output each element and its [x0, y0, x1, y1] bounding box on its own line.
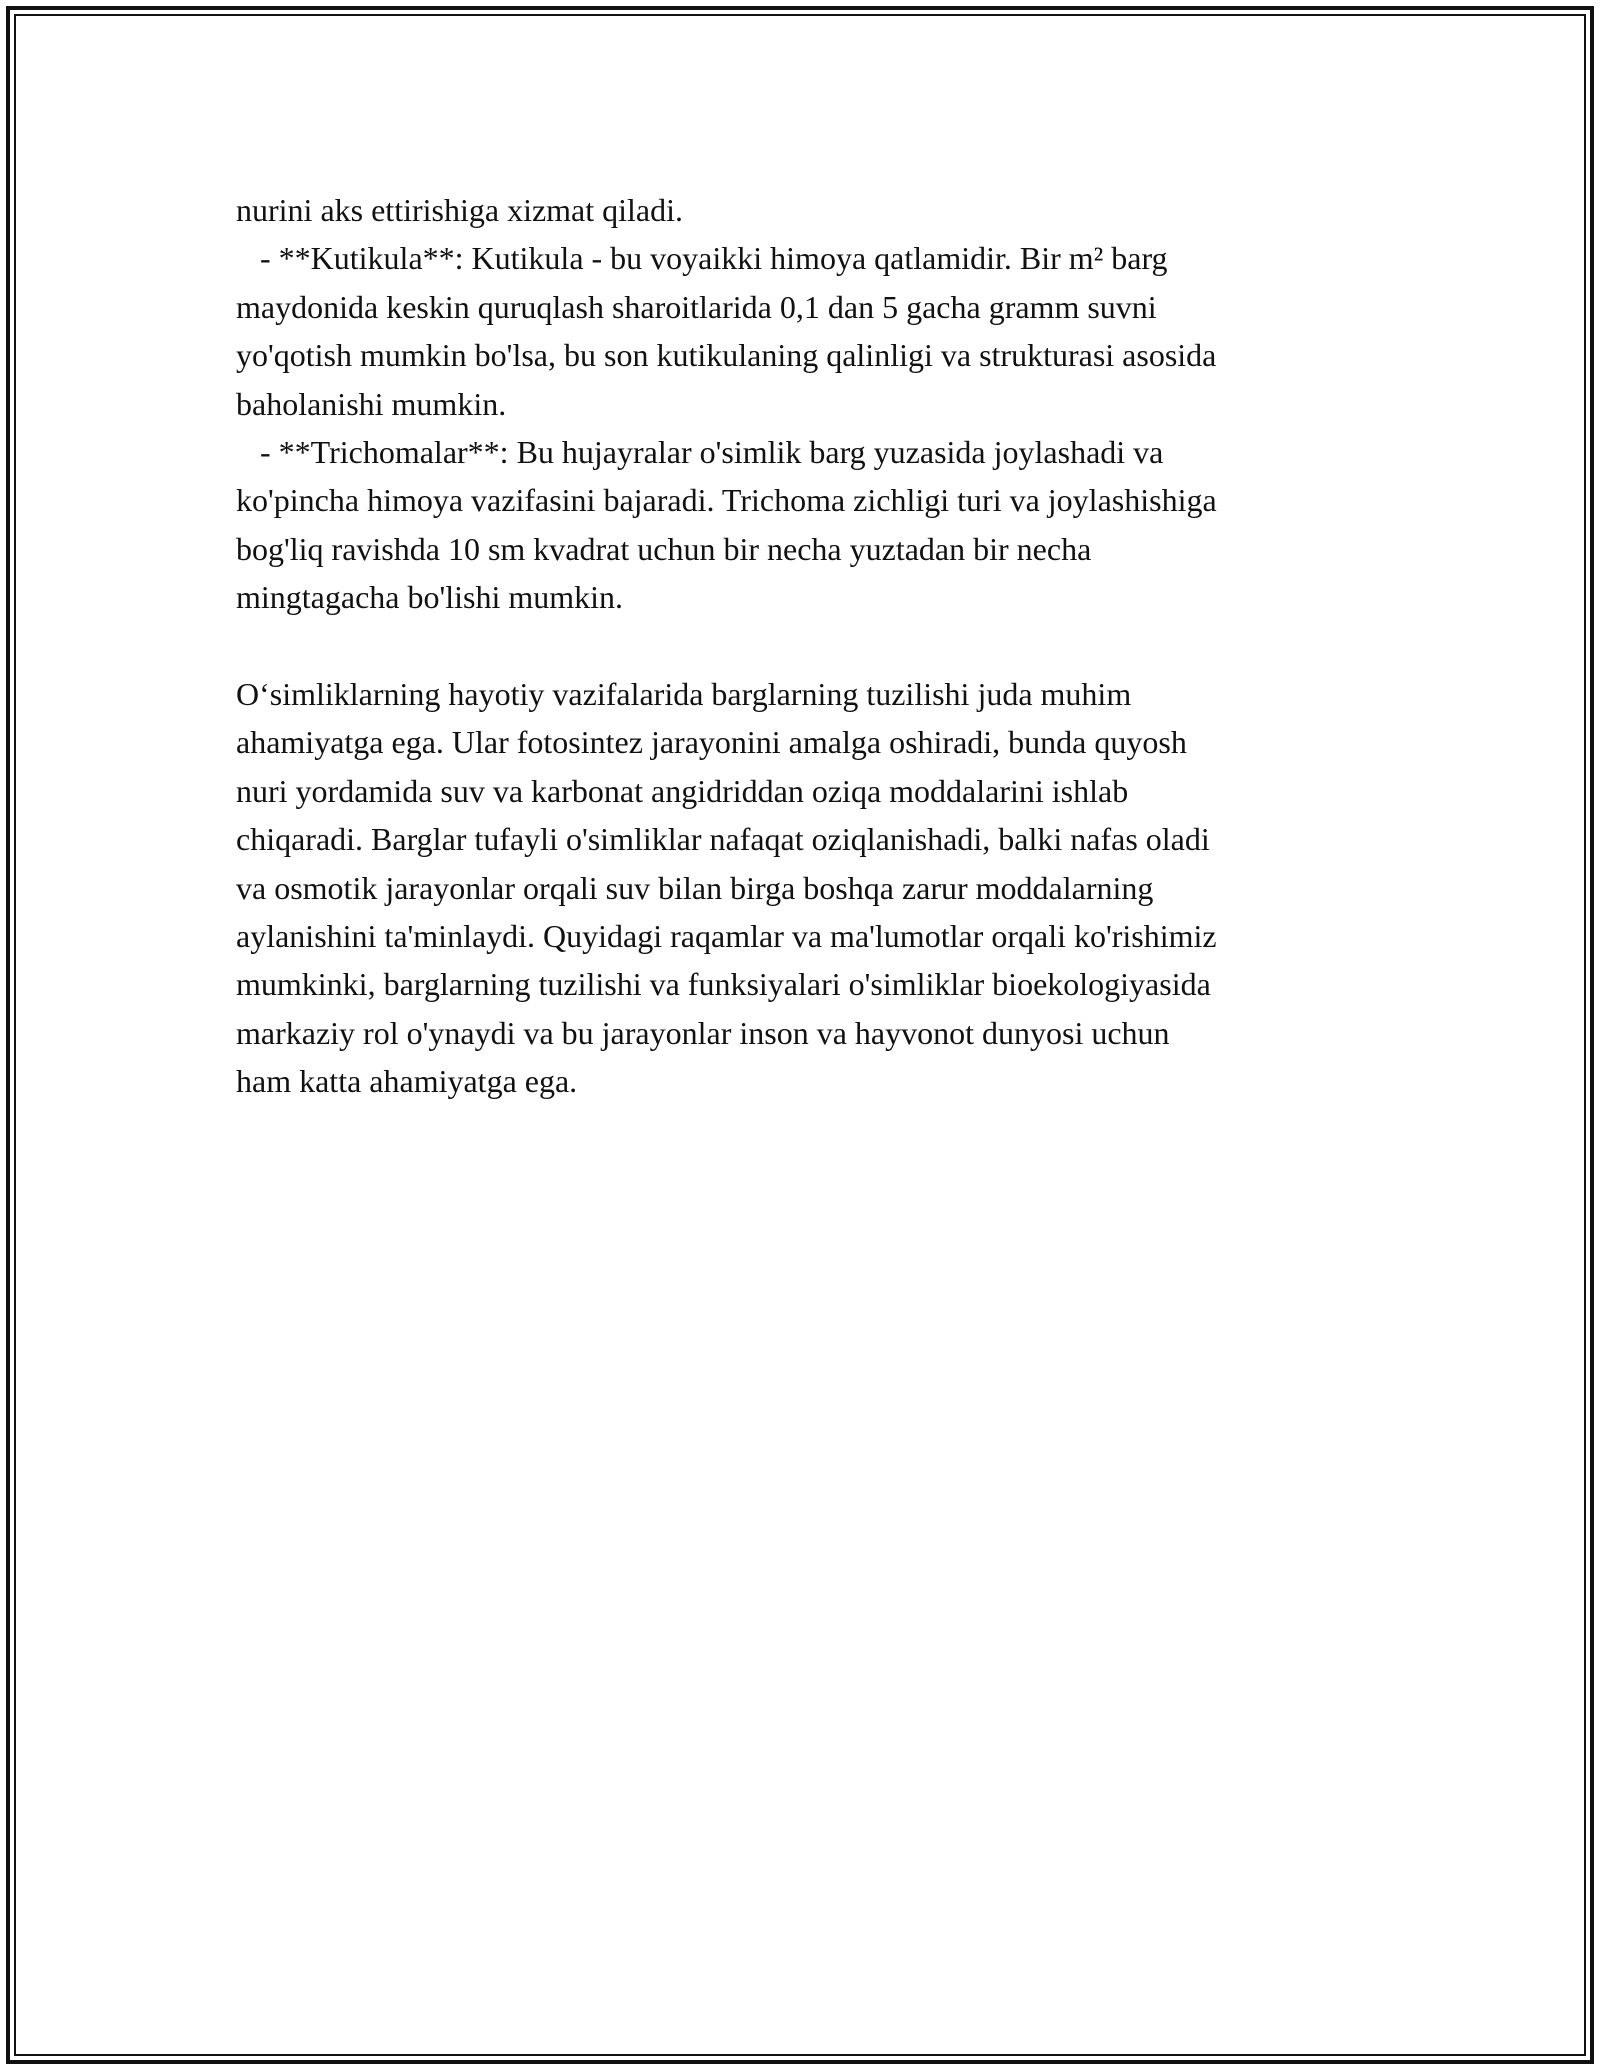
- text-line: nurini aks ettirishiga xizmat qiladi.: [236, 192, 684, 228]
- text-block-leaf-features: [236, 186, 1376, 622]
- text-line: yo'qotish mumkin bo'lsa, bu son kutikulaning qalinligi va strukturasi asosida: [236, 337, 1217, 374]
- text-block-leaf-importance: [236, 670, 1376, 1106]
- text-line: bog'liq ravishda 10 sm kvadrat uchun bir necha yuztadan bir necha: [236, 530, 1092, 567]
- document-body: [236, 186, 1376, 1106]
- text-line: va osmotik jarayonlar orqali suv bilan birga boshqa zarur moddalarning: [236, 869, 1154, 906]
- text-line: ko'pincha himoya vazifasini bajaradi. Trichoma zichligi turi va joylashishiga: [236, 482, 1217, 519]
- text-line: mumkinki, barglarning tuzilishi va funksiyalari o'simliklar bioekologiyasida: [236, 966, 1211, 1003]
- text-line: mingtagacha bo'lishi mumkin.: [236, 579, 624, 616]
- text-line: ahamiyatga ega. Ular fotosintez jarayonini amalga oshiradi, bunda quyosh: [236, 724, 1187, 761]
- text-line: O‘simliklarning hayotiy vazifalarida barglarning tuzilishi juda muhim: [236, 676, 1132, 713]
- text-line: ham katta ahamiyatga ega.: [236, 1063, 578, 1100]
- text-line: aylanishini ta'minlaydi. Quyidagi raqamlar va ma'lumotlar orqali ko'rishimiz: [236, 918, 1217, 955]
- text-line: maydonida keskin quruqlash sharoitlarida 0,1 dan 5 gacha gramm suvni: [236, 288, 1157, 325]
- text-line: - **Trichomalar**: Bu hujayralar o'simlik barg yuzasida joylashadi va: [236, 434, 1164, 471]
- text-line: nuri yordamida suv va karbonat angidriddan oziqa moddalarini ishlab: [236, 772, 1129, 809]
- text-line: markaziy rol o'ynaydi va bu jarayonlar inson va hayvonot dunyosi uchun: [236, 1014, 1170, 1051]
- text-line: chiqaradi. Barglar tufayli o'simliklar nafaqat oziqlanishadi, balki nafas oladi: [236, 821, 1210, 858]
- paragraph-gap: [236, 622, 1376, 670]
- text-line: baholanishi mumkin.: [236, 385, 507, 422]
- text-line: - **Kutikula**: Kutikula - bu voyaikki himoya qatlamidir. Bir m² barg: [236, 240, 1168, 277]
